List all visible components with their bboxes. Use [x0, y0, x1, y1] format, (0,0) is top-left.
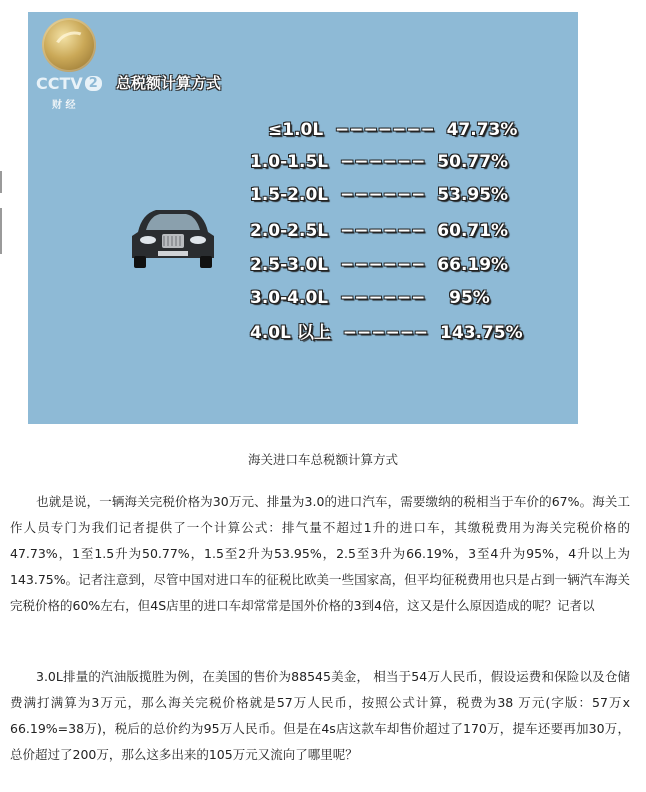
leader-dashes: −−−−−−	[334, 221, 432, 241]
tax-rate-row	[268, 120, 517, 140]
paragraph-text: 3.0L排量的汽油版揽胜为例，在美国的售价为88545美金， 相当于54万人民币，假设运费和保险以及仓储费满打满算为3万元，那么海关完税价格就是57万人民币，按照公式计算，税费为38 万元(字版：57万x 66.19%=38万)，税后的总价约为95万人民币。但是在4s店这款车却售价超过了170万，提车还要再加30万，总价超过了200万，那么这多出来的105万元又流向了哪里呢？	[10, 669, 630, 762]
article-paragraph	[10, 664, 630, 768]
cctv-logo-text: CCTV	[36, 73, 83, 93]
tax-rate-value: 53.95%	[437, 185, 509, 205]
displacement-label: 2.0-2.5L	[250, 221, 329, 241]
tax-rate-row	[250, 288, 490, 308]
tax-rate-value: 143.75%	[440, 323, 523, 343]
cctv-logo	[36, 74, 102, 92]
displacement-label: 3.0-4.0L	[250, 288, 329, 308]
page-edge-mark	[0, 208, 2, 254]
leader-dashes: −−−−−−	[334, 152, 432, 172]
article-paragraph	[10, 489, 630, 619]
leader-dashes: −−−−−−	[334, 288, 444, 308]
channel-number: 2	[85, 76, 102, 91]
tax-rate-row	[250, 221, 508, 241]
paragraph-text: 也就是说，一辆海关完税价格为30万元、排量为3.0的进口汽车，需要缴纳的税相当于车价的67%。海关工作人员专门为我们记者提供了一个计算公式：排气量不超过1升的进口车，其缴税费用为海关完税价格的 47.73%，1至1.5升为50.77%，1.5至2升为53.95%，2.5至3升为66.19%，3至4升为95%，4升以上为143.75%。记者注意到，尽管中国对进口车的征税比欧美一些国家高，但平均征税费用也只是占到一辆汽车海关完税价格的60%左右，但4S店里的进口车却常常是国外价格的3到4倍，这又是什么原因造成的呢？记者以	[10, 494, 630, 613]
tax-rate-value: 60.71%	[437, 221, 509, 241]
tax-rate-value: 50.77%	[437, 152, 509, 172]
cctv-emblem-icon	[42, 18, 96, 72]
tax-rate-row	[250, 185, 508, 205]
tax-rate-row	[250, 255, 508, 275]
tv-screenshot	[28, 12, 578, 424]
displacement-label: 1.5-2.0L	[250, 185, 329, 205]
tax-rate-row	[250, 323, 523, 343]
tax-rate-value: 47.73%	[446, 120, 518, 140]
image-caption: 海关进口车总税额计算方式	[247, 452, 398, 467]
tax-rate-value: 66.19%	[437, 255, 509, 275]
broadcast-title: 总税额计算方式	[116, 74, 222, 92]
tax-rate-value: 95%	[449, 288, 490, 308]
displacement-label: 4.0L 以上	[250, 323, 331, 343]
leader-dashes: −−−−−−	[334, 255, 432, 275]
leader-dashes: −−−−−−−	[329, 120, 441, 140]
leader-dashes: −−−−−−	[334, 185, 432, 205]
channel-name: 财 经	[52, 100, 76, 111]
displacement-label: 2.5-3.0L	[250, 255, 329, 275]
car-icon	[128, 202, 218, 270]
page-edge-mark	[0, 171, 2, 193]
tax-rate-row	[250, 152, 508, 172]
leader-dashes: −−−−−−	[336, 323, 435, 343]
displacement-label: 1.0-1.5L	[250, 152, 329, 172]
displacement-label: ≤1.0L	[268, 120, 324, 140]
